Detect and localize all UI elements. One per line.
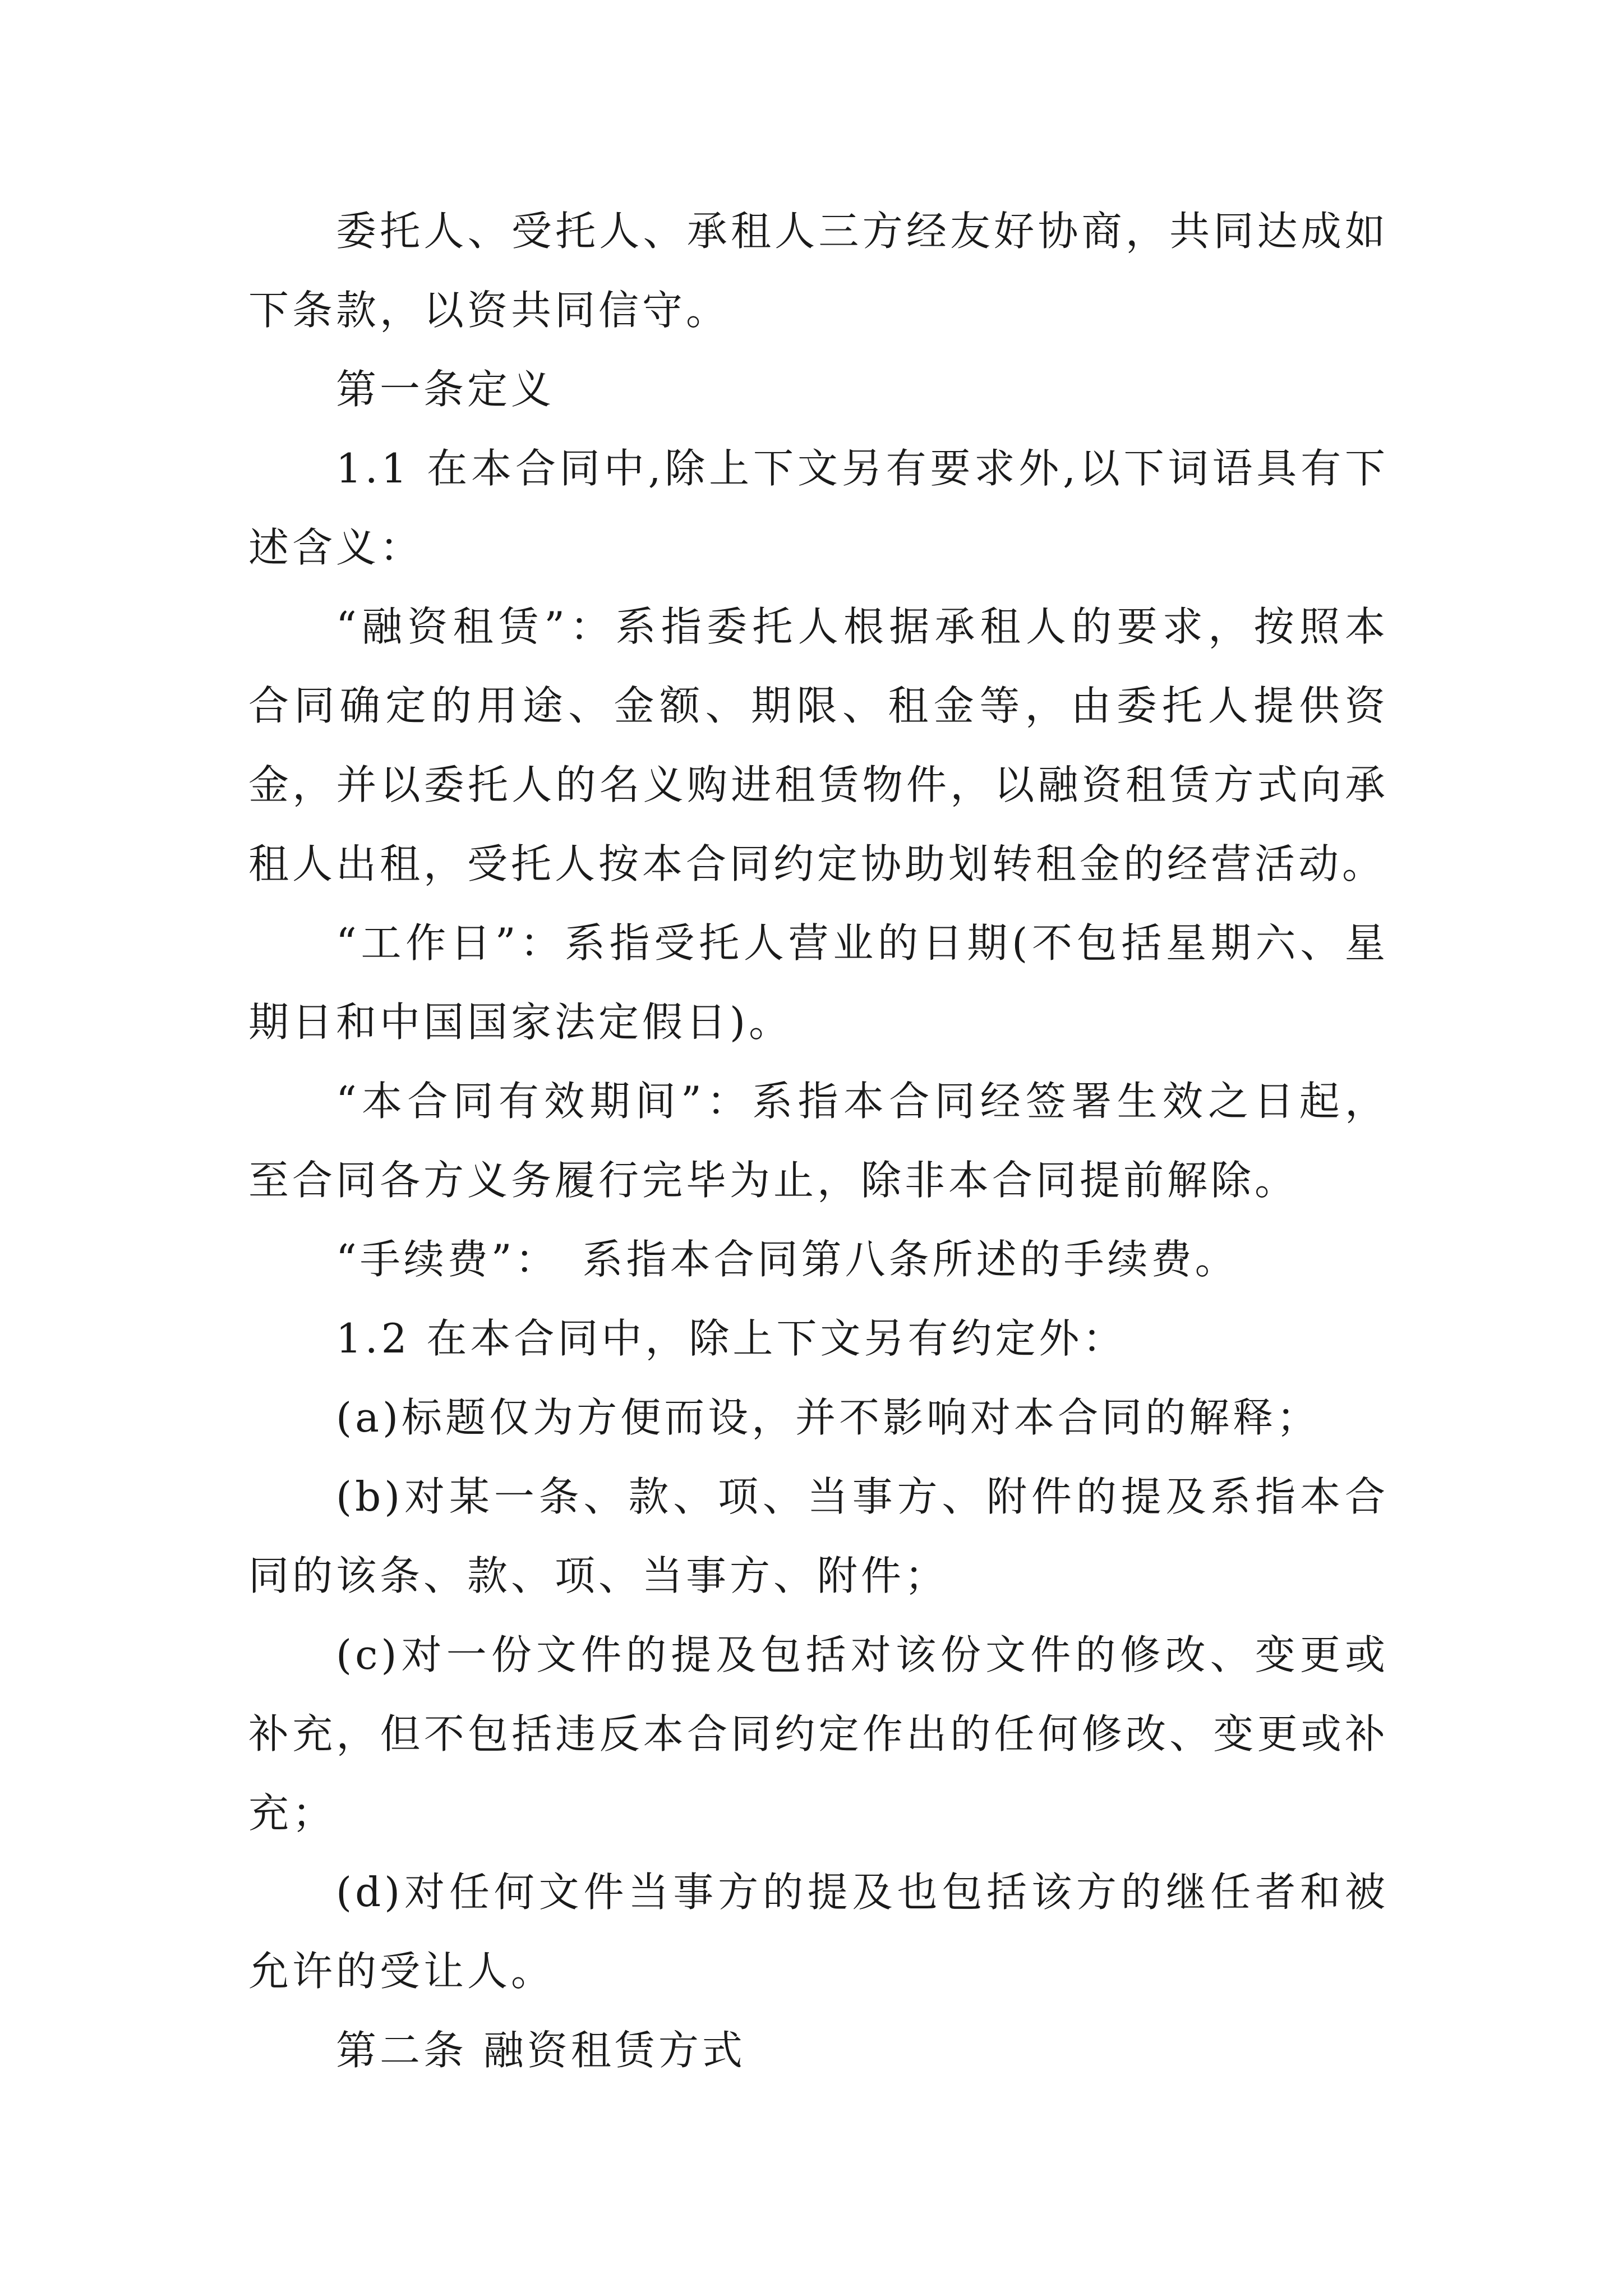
clause-1-2-c: (c)对一份文件的提及包括对该份文件的修改、变更或补充，但不包括违反本合同约定作出的任何修改、变更或补充； [248,1631,1389,1837]
clause-1-2-a: (a)标题仅为方便而设，并不影响对本合同的解释； [336,1394,1321,1441]
document-body [248,192,1389,2090]
clause-1-2-b: (b)对某一条、款、项、当事方、附件的提及系指本合同的该条、款、项、当事方、附件； [248,1473,1389,1599]
clause-1-2-d: (d)对任何文件当事方的提及也包括该方的继任者和被允许的受让人。 [248,1869,1389,1995]
definition-handling-fee: “手续费”： 系指本合同第八条所述的手续费。 [336,1236,1239,1283]
definition-financial-leasing: “融资租赁”：系指委托人根据承租人的要求，按照本合同确定的用途、金额、期限、租金等，由委托人提供资金，并以委托人的名义购进租赁物件，以融资租赁方式向承租人出租，受托人按本合同约定协助划转租金的经营活动。 [248,603,1389,887]
clause-1-2: 1.2 在本合同中，除上下文另有约定外： [336,1315,1127,1362]
article-2-heading: 第二条 融资租赁方式 [336,2027,746,2074]
definition-working-day: “工作日”：系指受托人营业的日期(不包括星期六、星期日和中国国家法定假日)。 [248,919,1389,1046]
paragraph-preamble: 委托人、受托人、承租人三方经友好协商，共同达成如下条款，以资共同信守。 [248,208,1389,334]
article-1-heading: 第一条定义 [336,366,555,413]
definition-contract-term: “本合同有效期间”：系指本合同经签署生效之日起，至合同各方义务履行完毕为止，除非本合同提前解除。 [248,1078,1389,1204]
clause-1-1: 1.1 在本合同中,除上下文另有要求外,以下词语具有下述含义： [248,445,1389,571]
